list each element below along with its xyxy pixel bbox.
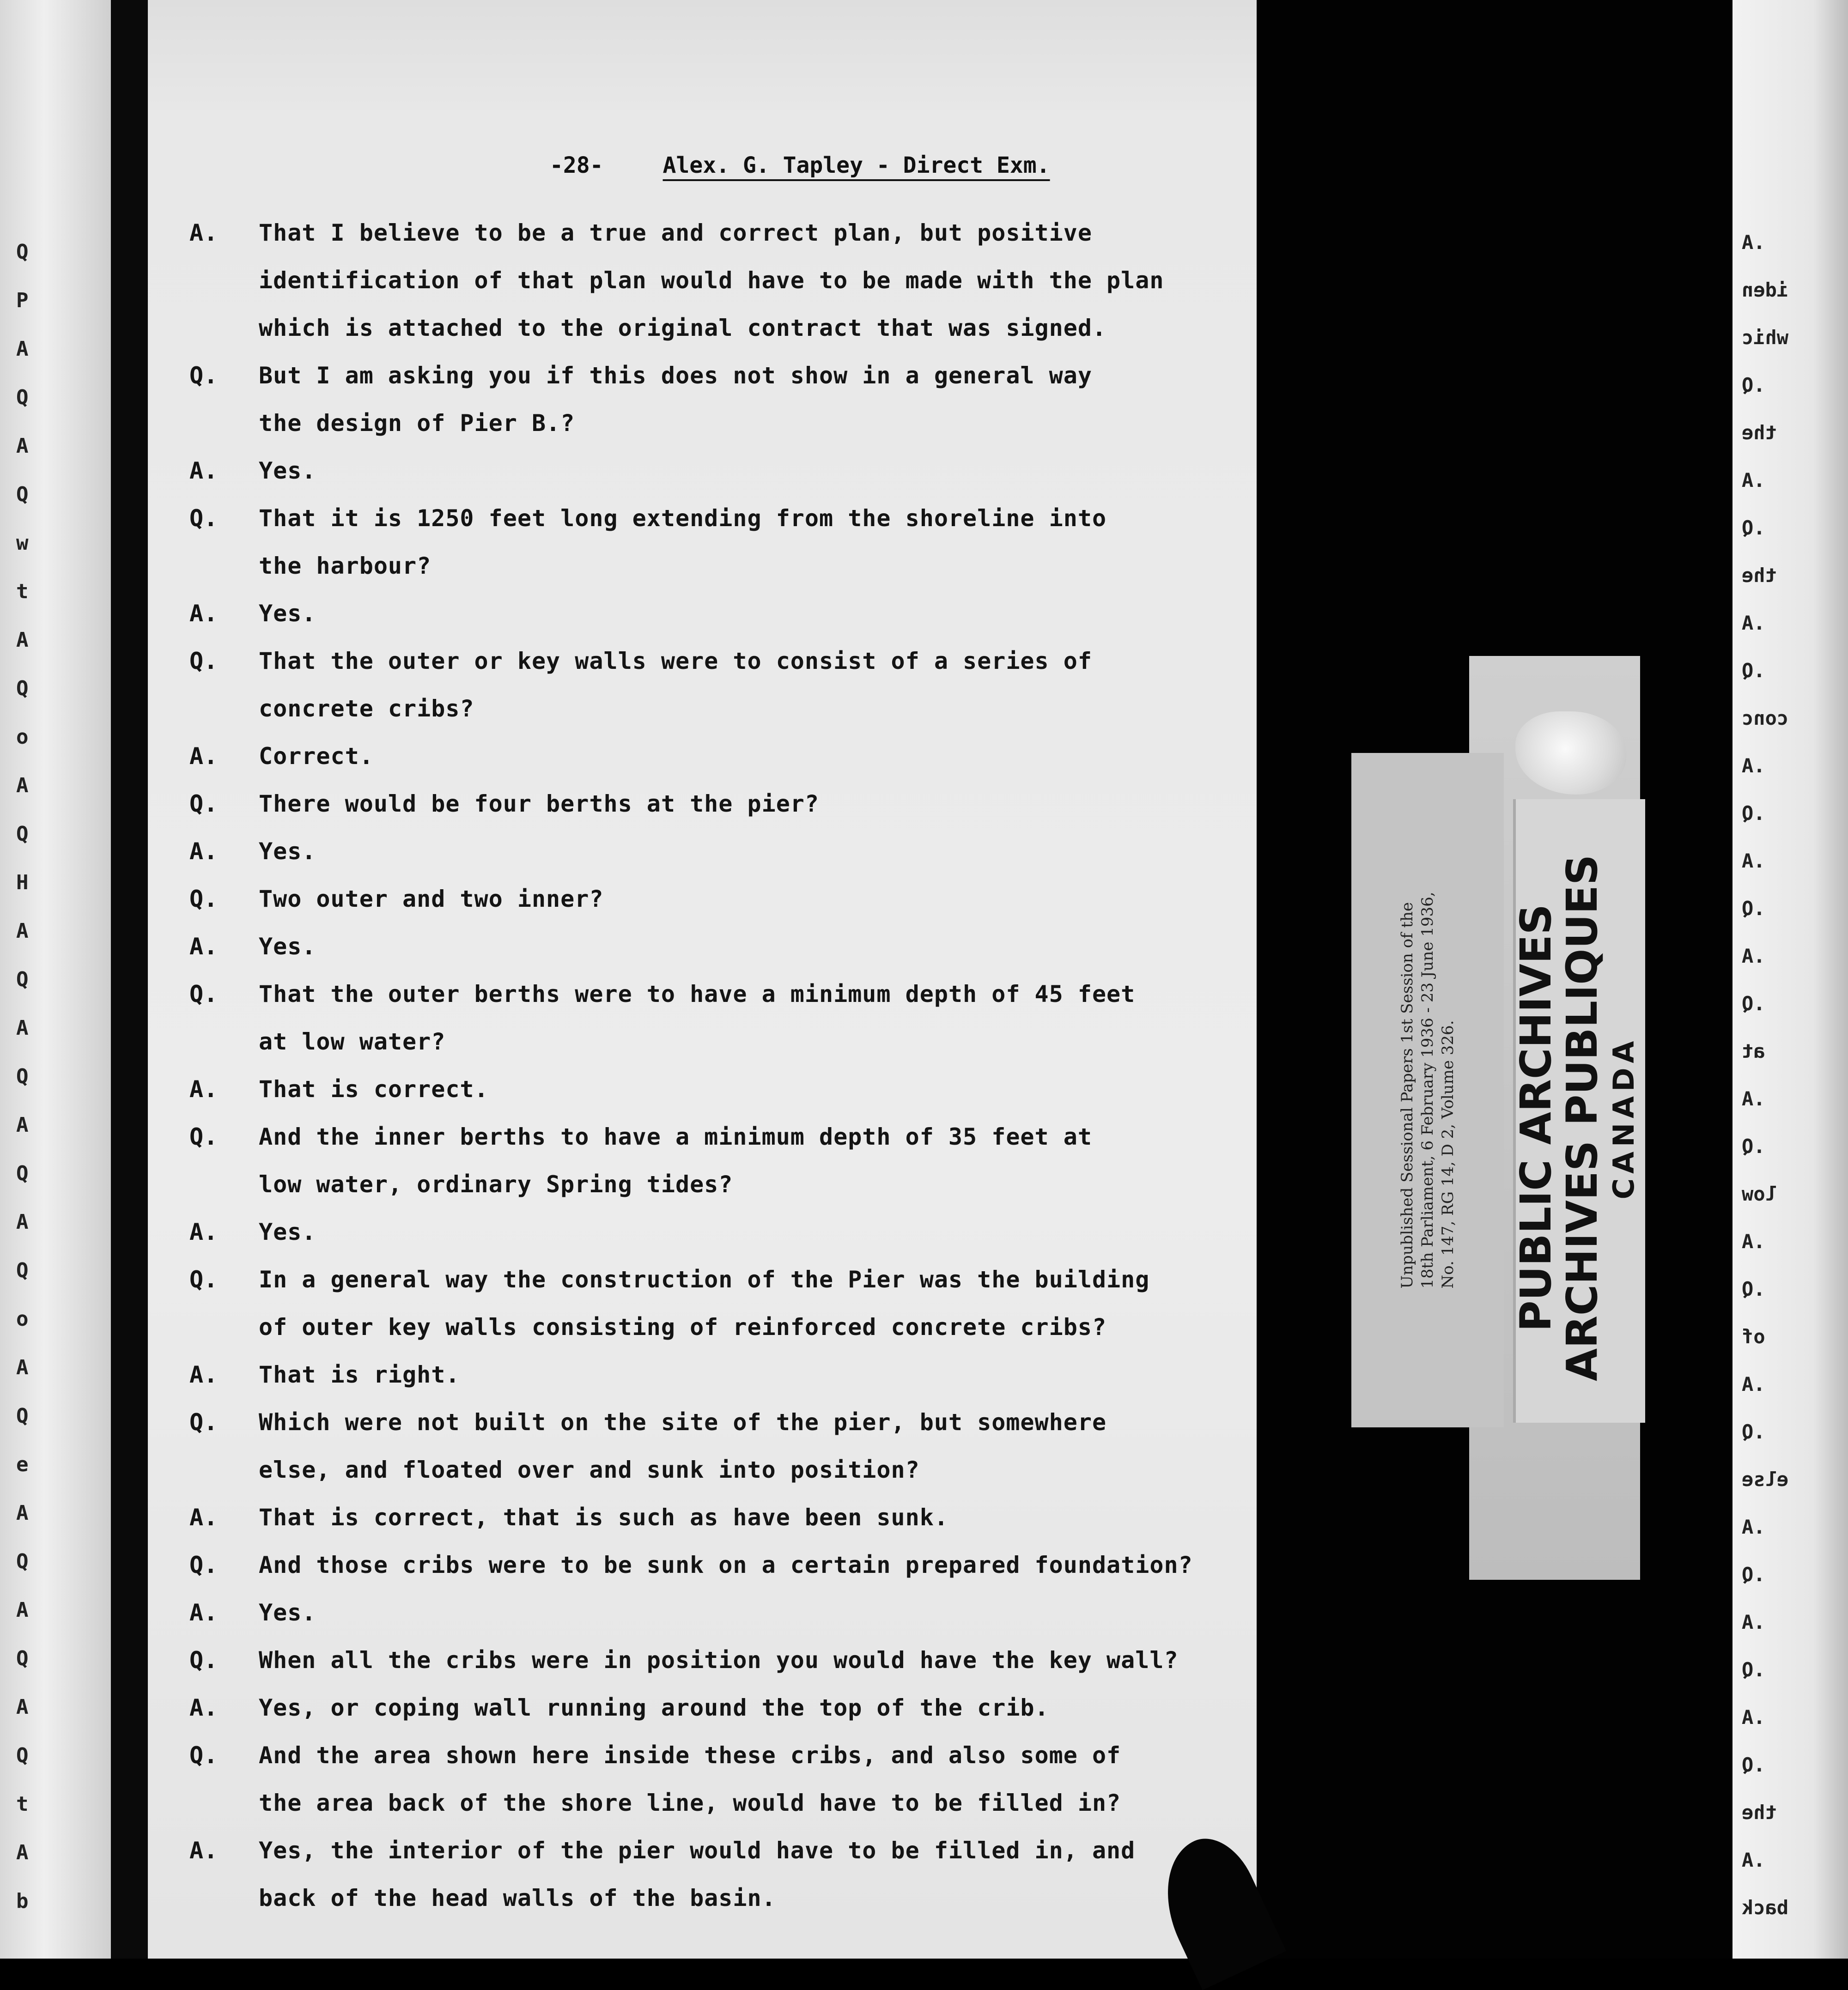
line-text: Yes, the interior of the pier would have to be filled in, and bbox=[259, 1837, 1136, 1864]
transcript-line bbox=[189, 648, 1229, 695]
margin-mark: whic bbox=[1742, 326, 1789, 349]
transcript-line bbox=[189, 410, 1229, 457]
margin-mark: A bbox=[16, 1598, 29, 1622]
line-text: of outer key walls consisting of reinforced concrete cribs? bbox=[259, 1314, 1107, 1341]
transcript-line bbox=[189, 933, 1229, 981]
line-text: Yes. bbox=[259, 457, 316, 484]
margin-mark: A bbox=[16, 628, 29, 652]
margin-mark: .Q bbox=[1742, 1278, 1765, 1300]
transcript-line bbox=[189, 1266, 1229, 1314]
margin-mark: the bbox=[1742, 421, 1777, 444]
transcript-line bbox=[189, 1790, 1229, 1837]
line-text: the area back of the shore line, would have to be filled in? bbox=[259, 1790, 1121, 1816]
margin-mark: t bbox=[16, 1792, 29, 1816]
transcript-line bbox=[189, 1742, 1229, 1790]
transcript-line bbox=[189, 1171, 1229, 1219]
line-text: When all the cribs were in position you would have the key wall? bbox=[259, 1647, 1179, 1674]
transcript-line bbox=[189, 1409, 1229, 1456]
margin-mark: A bbox=[16, 1695, 29, 1719]
margin-mark: .A bbox=[1742, 754, 1765, 777]
margin-mark: A bbox=[16, 919, 29, 943]
margin-mark: iden bbox=[1742, 279, 1789, 301]
speaker-label: Q. bbox=[189, 1552, 219, 1578]
margin-mark: the bbox=[1742, 564, 1777, 587]
margin-mark: t bbox=[16, 580, 29, 603]
transcript-line bbox=[189, 981, 1229, 1028]
margin-mark: conc bbox=[1742, 707, 1789, 729]
margin-mark: Q bbox=[16, 1065, 29, 1088]
margin-mark: .Q bbox=[1742, 1135, 1765, 1158]
transcript-line bbox=[189, 1456, 1229, 1504]
line-text: And those cribs were to be sunk on a certain prepared foundation? bbox=[259, 1552, 1193, 1578]
margin-mark: .Q bbox=[1742, 1563, 1765, 1586]
margin-mark: A bbox=[16, 434, 29, 458]
transcript-line bbox=[189, 219, 1229, 267]
margin-mark: .Q bbox=[1742, 1420, 1765, 1443]
line-text: Which were not built on the site of the pier, but somewhere bbox=[259, 1409, 1107, 1436]
speaker-label: A. bbox=[189, 1361, 219, 1388]
margin-mark: Q bbox=[16, 968, 29, 991]
transcript-line bbox=[189, 267, 1229, 315]
margin-mark: Q bbox=[16, 1162, 29, 1185]
margin-mark: .Q bbox=[1742, 1753, 1765, 1776]
margin-mark: of bbox=[1742, 1325, 1765, 1348]
margin-mark: P bbox=[16, 289, 29, 312]
margin-mark: Q bbox=[16, 1259, 29, 1282]
line-text: And the inner berths to have a minimum depth of 35 feet at bbox=[259, 1123, 1092, 1150]
line-text: That is right. bbox=[259, 1361, 460, 1388]
margin-mark: Q bbox=[16, 1647, 29, 1670]
binding-shadow-left bbox=[111, 0, 148, 1959]
speaker-label: Q. bbox=[189, 1409, 219, 1436]
archive-tag-note bbox=[1397, 892, 1458, 1288]
speaker-label: A. bbox=[189, 1599, 219, 1626]
margin-mark: A bbox=[16, 337, 29, 361]
margin-mark: Q bbox=[16, 1744, 29, 1767]
stamp-line-public-archives: PUBLIC ARCHIVES bbox=[1511, 904, 1561, 1332]
speaker-label: A. bbox=[189, 1076, 219, 1103]
witness-title: Alex. G. Tapley - Direct Exm. bbox=[663, 152, 1050, 178]
transcript-line bbox=[189, 1885, 1229, 1932]
margin-mark: .Q bbox=[1742, 659, 1765, 682]
speaker-label: A. bbox=[189, 1837, 219, 1864]
margin-mark: .A bbox=[1742, 469, 1765, 491]
transcript-line bbox=[189, 1076, 1229, 1123]
archive-stamp-text bbox=[1513, 855, 1642, 1381]
margin-mark: A bbox=[16, 774, 29, 797]
line-text: Yes. bbox=[259, 600, 316, 627]
speaker-label: Q. bbox=[189, 648, 219, 674]
transcript-line bbox=[189, 1552, 1229, 1599]
transcript-line bbox=[189, 362, 1229, 410]
page-header bbox=[550, 152, 1050, 178]
margin-mark: .Q bbox=[1742, 374, 1765, 396]
stamp-line-archives-publiques: ARCHIVES PUBLIQUES bbox=[1557, 854, 1607, 1382]
line-text: at low water? bbox=[259, 1028, 446, 1055]
margin-mark: .A bbox=[1742, 612, 1765, 634]
transcript-line bbox=[189, 1647, 1229, 1694]
margin-mark: A bbox=[16, 1016, 29, 1040]
margin-mark: .A bbox=[1742, 945, 1765, 967]
line-text: Correct. bbox=[259, 743, 374, 770]
margin-mark: .Q bbox=[1742, 992, 1765, 1015]
margin-mark: .A bbox=[1742, 1516, 1765, 1538]
line-text: In a general way the construction of the Pier was the building bbox=[259, 1266, 1150, 1293]
page-number: -28- bbox=[550, 152, 603, 178]
transcript-line bbox=[189, 1123, 1229, 1171]
speaker-label: A. bbox=[189, 743, 219, 770]
transcript-line bbox=[189, 790, 1229, 838]
line-text: That is correct, that is such as have been sunk. bbox=[259, 1504, 948, 1531]
line-text: And the area shown here inside these cribs, and also some of bbox=[259, 1742, 1121, 1769]
margin-mark: H bbox=[16, 871, 29, 894]
margin-mark: Q bbox=[16, 240, 29, 264]
transcript-line bbox=[189, 1219, 1229, 1266]
line-text: Yes, or coping wall running around the top of the crib. bbox=[259, 1694, 1049, 1721]
margin-mark: .A bbox=[1742, 849, 1765, 872]
margin-mark: .A bbox=[1742, 1849, 1765, 1871]
transcript-line bbox=[189, 1504, 1229, 1552]
line-text: That I believe to be a true and correct plan, but positive bbox=[259, 219, 1092, 246]
speaker-label: Q. bbox=[189, 981, 219, 1007]
margin-mark: A bbox=[16, 1841, 29, 1864]
line-text: else, and floated over and sunk into position? bbox=[259, 1456, 920, 1483]
transcript-line bbox=[189, 505, 1229, 552]
margin-mark: at bbox=[1742, 1040, 1765, 1062]
margin-mark: A bbox=[16, 1113, 29, 1137]
line-text: back of the head walls of the basin. bbox=[259, 1885, 776, 1911]
margin-mark: .Q bbox=[1742, 802, 1765, 825]
margin-mark: .A bbox=[1742, 1230, 1765, 1253]
speaker-label: Q. bbox=[189, 1266, 219, 1293]
tag-note-line-3: No. 147, RG 14, D 2, Volume 326. bbox=[1439, 1020, 1457, 1289]
transcript-line bbox=[189, 1599, 1229, 1647]
margin-mark: back bbox=[1742, 1896, 1789, 1919]
previous-page-edge bbox=[0, 0, 111, 1959]
transcript-line bbox=[189, 838, 1229, 886]
line-text: Two outer and two inner? bbox=[259, 886, 604, 912]
margin-mark: .A bbox=[1742, 1611, 1765, 1633]
transcript-line bbox=[189, 1314, 1229, 1361]
line-text: That the outer berths were to have a minimum depth of 45 feet bbox=[259, 981, 1136, 1007]
stamp-line-canada: CANADA bbox=[1607, 1036, 1641, 1200]
transcript-line bbox=[189, 600, 1229, 648]
transcript-line bbox=[189, 1694, 1229, 1742]
line-text: That is correct. bbox=[259, 1076, 489, 1103]
next-page-edge bbox=[1732, 0, 1848, 1959]
margin-mark: b bbox=[16, 1889, 29, 1913]
speaker-label: Q. bbox=[189, 1647, 219, 1674]
margin-mark: o bbox=[16, 725, 29, 749]
margin-mark: .Q bbox=[1742, 516, 1765, 539]
line-text: There would be four berths at the pier? bbox=[259, 790, 819, 817]
speaker-label: A. bbox=[189, 1504, 219, 1531]
margin-mark: A bbox=[16, 1501, 29, 1525]
margin-mark: low bbox=[1742, 1183, 1777, 1205]
speaker-label: A. bbox=[189, 219, 219, 246]
tag-note-line-1: Unpublished Sessional Papers 1st Session of the bbox=[1398, 902, 1416, 1289]
margin-mark: Q bbox=[16, 386, 29, 409]
transcript-line bbox=[189, 1361, 1229, 1409]
speaker-label: Q. bbox=[189, 886, 219, 912]
transcript-line bbox=[189, 886, 1229, 933]
speaker-label: A. bbox=[189, 600, 219, 627]
speaker-label: A. bbox=[189, 933, 219, 960]
line-text: Yes. bbox=[259, 933, 316, 960]
line-text: identification of that plan would have to be made with the plan bbox=[259, 267, 1164, 294]
speaker-label: A. bbox=[189, 1219, 219, 1245]
margin-mark: .A bbox=[1742, 231, 1765, 254]
margin-mark: Q bbox=[16, 822, 29, 846]
margin-mark: e bbox=[16, 1453, 29, 1476]
margin-mark: Q bbox=[16, 1550, 29, 1573]
margin-mark: .A bbox=[1742, 1373, 1765, 1395]
margin-mark: .A bbox=[1742, 1087, 1765, 1110]
transcript-line bbox=[189, 695, 1229, 743]
margin-mark: Q bbox=[16, 1404, 29, 1428]
line-text: the harbour? bbox=[259, 552, 432, 579]
line-text: That it is 1250 feet long extending from the shoreline into bbox=[259, 505, 1107, 532]
speaker-label: A. bbox=[189, 457, 219, 484]
tag-note-line-2: 18th Parliament, 6 February 1936 - 23 June 1936, bbox=[1418, 892, 1437, 1289]
line-text: the design of Pier B.? bbox=[259, 410, 575, 437]
margin-mark: .Q bbox=[1742, 1658, 1765, 1681]
transcript-line bbox=[189, 552, 1229, 600]
speaker-label: Q. bbox=[189, 1742, 219, 1769]
speaker-label: A. bbox=[189, 1694, 219, 1721]
line-text: But I am asking you if this does not show in a general way bbox=[259, 362, 1092, 389]
line-text: Yes. bbox=[259, 1219, 316, 1245]
speaker-label: Q. bbox=[189, 362, 219, 389]
margin-mark: A bbox=[16, 1356, 29, 1379]
line-text: which is attached to the original contract that was signed. bbox=[259, 315, 1107, 341]
margin-mark: Q bbox=[16, 677, 29, 700]
line-text: concrete cribs? bbox=[259, 695, 474, 722]
transcript-lines bbox=[189, 219, 1229, 1932]
margin-mark: .A bbox=[1742, 1706, 1765, 1729]
speaker-label: Q. bbox=[189, 1123, 219, 1150]
line-text: Yes. bbox=[259, 838, 316, 865]
transcript-line bbox=[189, 1837, 1229, 1885]
margin-mark: w bbox=[16, 531, 29, 555]
margin-mark: o bbox=[16, 1307, 29, 1331]
margin-mark: the bbox=[1742, 1801, 1777, 1824]
margin-mark: .Q bbox=[1742, 897, 1765, 920]
line-text: low water, ordinary Spring tides? bbox=[259, 1171, 733, 1198]
transcript-line bbox=[189, 457, 1229, 505]
margin-mark: Q bbox=[16, 483, 29, 506]
speaker-label: Q. bbox=[189, 505, 219, 532]
margin-mark: A bbox=[16, 1210, 29, 1234]
line-text: That the outer or key walls were to consist of a series of bbox=[259, 648, 1092, 674]
transcript-line bbox=[189, 315, 1229, 362]
line-text: Yes. bbox=[259, 1599, 316, 1626]
transcript-line bbox=[189, 743, 1229, 790]
transcript-line bbox=[189, 1028, 1229, 1076]
margin-mark: else bbox=[1742, 1468, 1789, 1491]
speaker-label: A. bbox=[189, 838, 219, 865]
transcript-page bbox=[148, 0, 1257, 1959]
speaker-label: Q. bbox=[189, 790, 219, 817]
